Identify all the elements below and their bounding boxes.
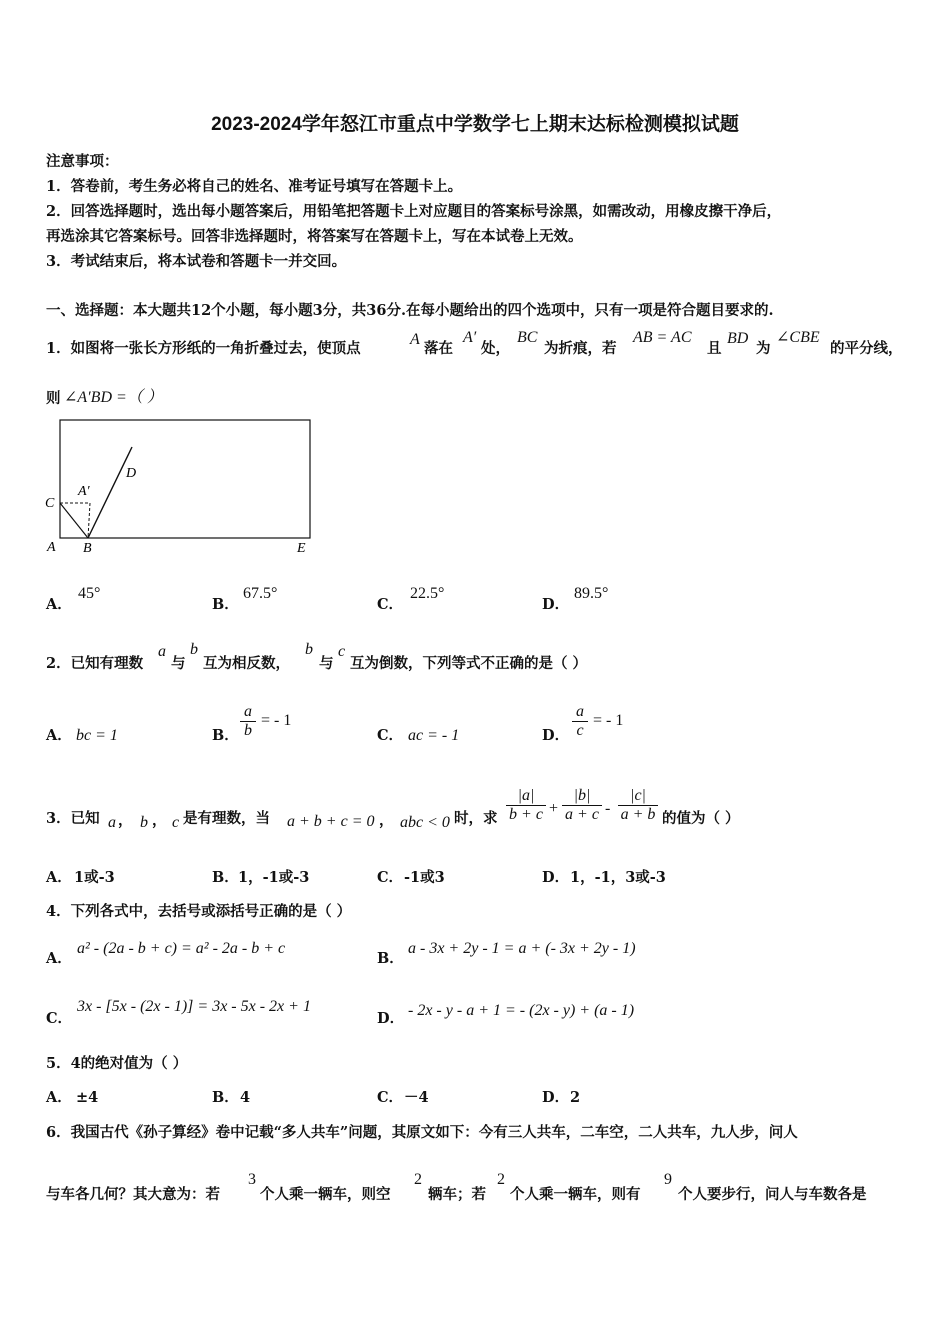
q3-condition: abc < 0: [400, 814, 450, 831]
q3-option-value[interactable]: 1，-1，3或-3: [570, 869, 666, 886]
q6-number: 2: [414, 1171, 422, 1188]
q2-option-fraction[interactable]: [240, 703, 256, 740]
q2-option-fraction[interactable]: [572, 703, 588, 740]
q6-number: 2: [497, 1171, 505, 1188]
q1-text: 且: [707, 340, 722, 357]
label-a-prime: A′: [78, 484, 90, 499]
label-a: A: [47, 540, 56, 555]
q1-text: 1．如图将一张长方形纸的一角折叠过去，使顶点: [46, 340, 361, 357]
q1-text: 为折痕，若: [544, 340, 617, 357]
q1-text: 落在: [424, 340, 453, 357]
q1-option-value[interactable]: 45°: [78, 585, 101, 602]
paper-rectangle: [60, 420, 310, 538]
q5-option-letter[interactable]: D．: [542, 1089, 570, 1106]
page-title: 2023-2024学年怒江市重点中学数学七上期末达标检测模拟试题: [211, 114, 739, 135]
q1-option-letter[interactable]: B．: [212, 596, 239, 613]
q2-text: 互为相反数，: [203, 655, 290, 672]
q4-option-value[interactable]: a² - (2a - b + c) = a² - 2a - b + c: [77, 940, 286, 957]
label-b: B: [83, 541, 92, 556]
q3-fraction: [618, 787, 658, 824]
q4-option-letter[interactable]: B．: [377, 950, 404, 967]
q3-operator: +: [549, 800, 559, 817]
q5-stem: 5．4的绝对值为（ ）: [46, 1055, 188, 1072]
q3-var: a: [108, 814, 116, 831]
q1-text: 处，: [481, 340, 510, 357]
q1-option-value[interactable]: 89.5°: [574, 585, 609, 602]
q6-text: 个人要步行，问人与车数各是: [678, 1186, 867, 1203]
q2-text: 与: [171, 655, 186, 672]
q3-operator: -: [605, 800, 611, 817]
q3-fraction: [562, 787, 602, 824]
q6-number: 9: [664, 1171, 672, 1188]
q3-text: 3．已知: [46, 810, 100, 827]
q1-ask: ∠A′BD =（ ）: [64, 389, 163, 406]
q1-option-letter[interactable]: D．: [542, 596, 570, 613]
q5-option-value[interactable]: －4: [404, 1089, 429, 1106]
q5-option-value[interactable]: 2: [570, 1089, 581, 1106]
label-d: D: [126, 466, 137, 481]
section-heading: 一、选择题：本大题共12个小题，每小题3分，共36分.在每小题给出的四个选项中，只有一项是符合题目要求的.: [46, 302, 774, 319]
q4-option-value[interactable]: 3x - [5x - (2x - 1)] = 3x - 5x - 2x + 1: [77, 998, 311, 1015]
fraction-denominator: b + c: [509, 806, 543, 823]
q5-option-letter[interactable]: A．: [46, 1089, 72, 1106]
q4-option-value[interactable]: a - 3x + 2y - 1 = a + (- 3x + 2y - 1): [408, 940, 636, 957]
q4-option-letter[interactable]: D．: [377, 1010, 405, 1027]
q6-text: 6．我国古代《孙子算经》卷中记载“多人共车”问题，其原文如下：今有三人共车，二车空，二人共车，九人步，问人: [46, 1124, 798, 1141]
notice-heading: 注意事项：: [46, 153, 119, 170]
q6-number: 3: [248, 1171, 256, 1188]
q4-option-letter[interactable]: A．: [46, 950, 72, 967]
notice-item: 2．回答选择题时，选出每小题答案后，用铅笔把答题卡上对应题目的答案标号涂黑，如需改动，用橡皮擦干净后，: [46, 203, 782, 220]
q5-option-letter[interactable]: C．: [377, 1089, 404, 1106]
q2-option-letter[interactable]: B．: [212, 727, 239, 744]
q3-var: b: [140, 814, 148, 831]
q3-option-value[interactable]: 1或-3: [74, 869, 115, 886]
q2-option-value[interactable]: ac = - 1: [408, 727, 460, 744]
q3-option-letter[interactable]: A．: [46, 869, 72, 886]
bisector-line-bd: [88, 447, 132, 538]
q6-text: 个人乘一辆车，则空: [260, 1186, 391, 1203]
q3-option-value[interactable]: -1或3: [404, 869, 445, 886]
fold-line-cb: [60, 503, 88, 538]
q1-var: A: [410, 331, 420, 348]
q4-stem: 4．下列各式中，去括号或添括号正确的是（ ）: [46, 903, 352, 920]
q2-option-value[interactable]: = - 1: [261, 712, 292, 729]
q1-var: BD: [727, 330, 749, 347]
fraction-denominator: a + b: [620, 806, 656, 823]
q2-option-letter[interactable]: A．: [46, 727, 72, 744]
q1-figure: [40, 415, 320, 560]
q5-option-letter[interactable]: B．: [212, 1089, 239, 1106]
fraction-denominator: b: [244, 722, 252, 739]
q2-option-value[interactable]: = - 1: [593, 712, 624, 729]
label-e: E: [297, 541, 306, 556]
folded-edge-ab: [88, 503, 90, 538]
fraction-numerator: |c|: [630, 787, 646, 804]
q3-option-letter[interactable]: D．: [542, 869, 570, 886]
q3-var: c: [172, 814, 180, 831]
q3-text: ，: [379, 812, 394, 829]
notice-item: 再选涂其它答案标号。回答非选择题时，将答案写在答题卡上，写在本试卷上无效。: [46, 228, 583, 245]
q1-text: 的平分线，: [830, 340, 903, 357]
q2-option-letter[interactable]: D．: [542, 727, 570, 744]
q3-text: ，: [152, 812, 167, 829]
q6-text: 与车各几何？其大意为：若: [46, 1186, 220, 1203]
q5-option-value[interactable]: 4: [240, 1089, 251, 1106]
q2-text: 2．已知有理数: [46, 655, 144, 672]
q4-option-value[interactable]: - 2x - y - a + 1 = - (2x - y) + (a - 1): [408, 1002, 635, 1019]
q3-option-letter[interactable]: C．: [377, 869, 404, 886]
q2-text: 与: [319, 655, 334, 672]
q3-option-letter[interactable]: B．: [212, 869, 239, 886]
fraction-numerator: a: [576, 703, 584, 720]
q6-text: 辆车；若: [428, 1186, 486, 1203]
q1-option-value[interactable]: 22.5°: [410, 585, 445, 602]
q2-option-value[interactable]: bc = 1: [76, 727, 118, 744]
q2-var: c: [338, 643, 346, 660]
q3-text: 时，求: [454, 810, 498, 827]
q2-text: 互为倒数，下列等式不正确的是（ ）: [350, 655, 588, 672]
q5-option-value[interactable]: ±4: [76, 1089, 99, 1106]
q4-option-letter[interactable]: C．: [46, 1010, 73, 1027]
q2-var: b: [305, 641, 313, 658]
q1-var: BC: [517, 329, 538, 346]
q3-text: ，: [118, 812, 133, 829]
q1-option-letter[interactable]: C．: [377, 596, 404, 613]
q2-var: b: [190, 641, 198, 658]
q1-angle: ∠CBE: [776, 329, 820, 346]
q1-var: A′: [463, 329, 477, 346]
label-c: C: [45, 496, 55, 511]
q3-text: 是有理数，当: [183, 810, 270, 827]
fraction-denominator: c: [576, 722, 584, 739]
fraction-numerator: |b|: [573, 787, 591, 804]
q3-condition: a + b + c = 0: [287, 813, 375, 830]
q3-fraction: [506, 787, 546, 824]
q1-text: 则: [46, 390, 61, 407]
q1-text: 为: [756, 340, 771, 357]
q1-equation: AB = AC: [633, 329, 692, 346]
fraction-denominator: a + c: [565, 806, 599, 823]
q6-text: 个人乘一辆车，则有: [510, 1186, 641, 1203]
q1-option-value[interactable]: 67.5°: [243, 585, 278, 602]
q2-option-letter[interactable]: C．: [377, 727, 404, 744]
q2-var: a: [158, 643, 166, 660]
fraction-numerator: |a|: [517, 787, 535, 804]
notice-item: 1．答卷前，考生务必将自己的姓名、准考证号填写在答题卡上。: [46, 178, 463, 195]
q1-option-letter[interactable]: A．: [46, 596, 72, 613]
fraction-numerator: a: [244, 703, 252, 720]
notice-item: 3．考试结束后，将本试卷和答题卡一并交回。: [46, 253, 347, 270]
q3-option-value[interactable]: 1，-1或-3: [238, 869, 310, 886]
q3-text: 的值为（ ）: [662, 810, 740, 827]
